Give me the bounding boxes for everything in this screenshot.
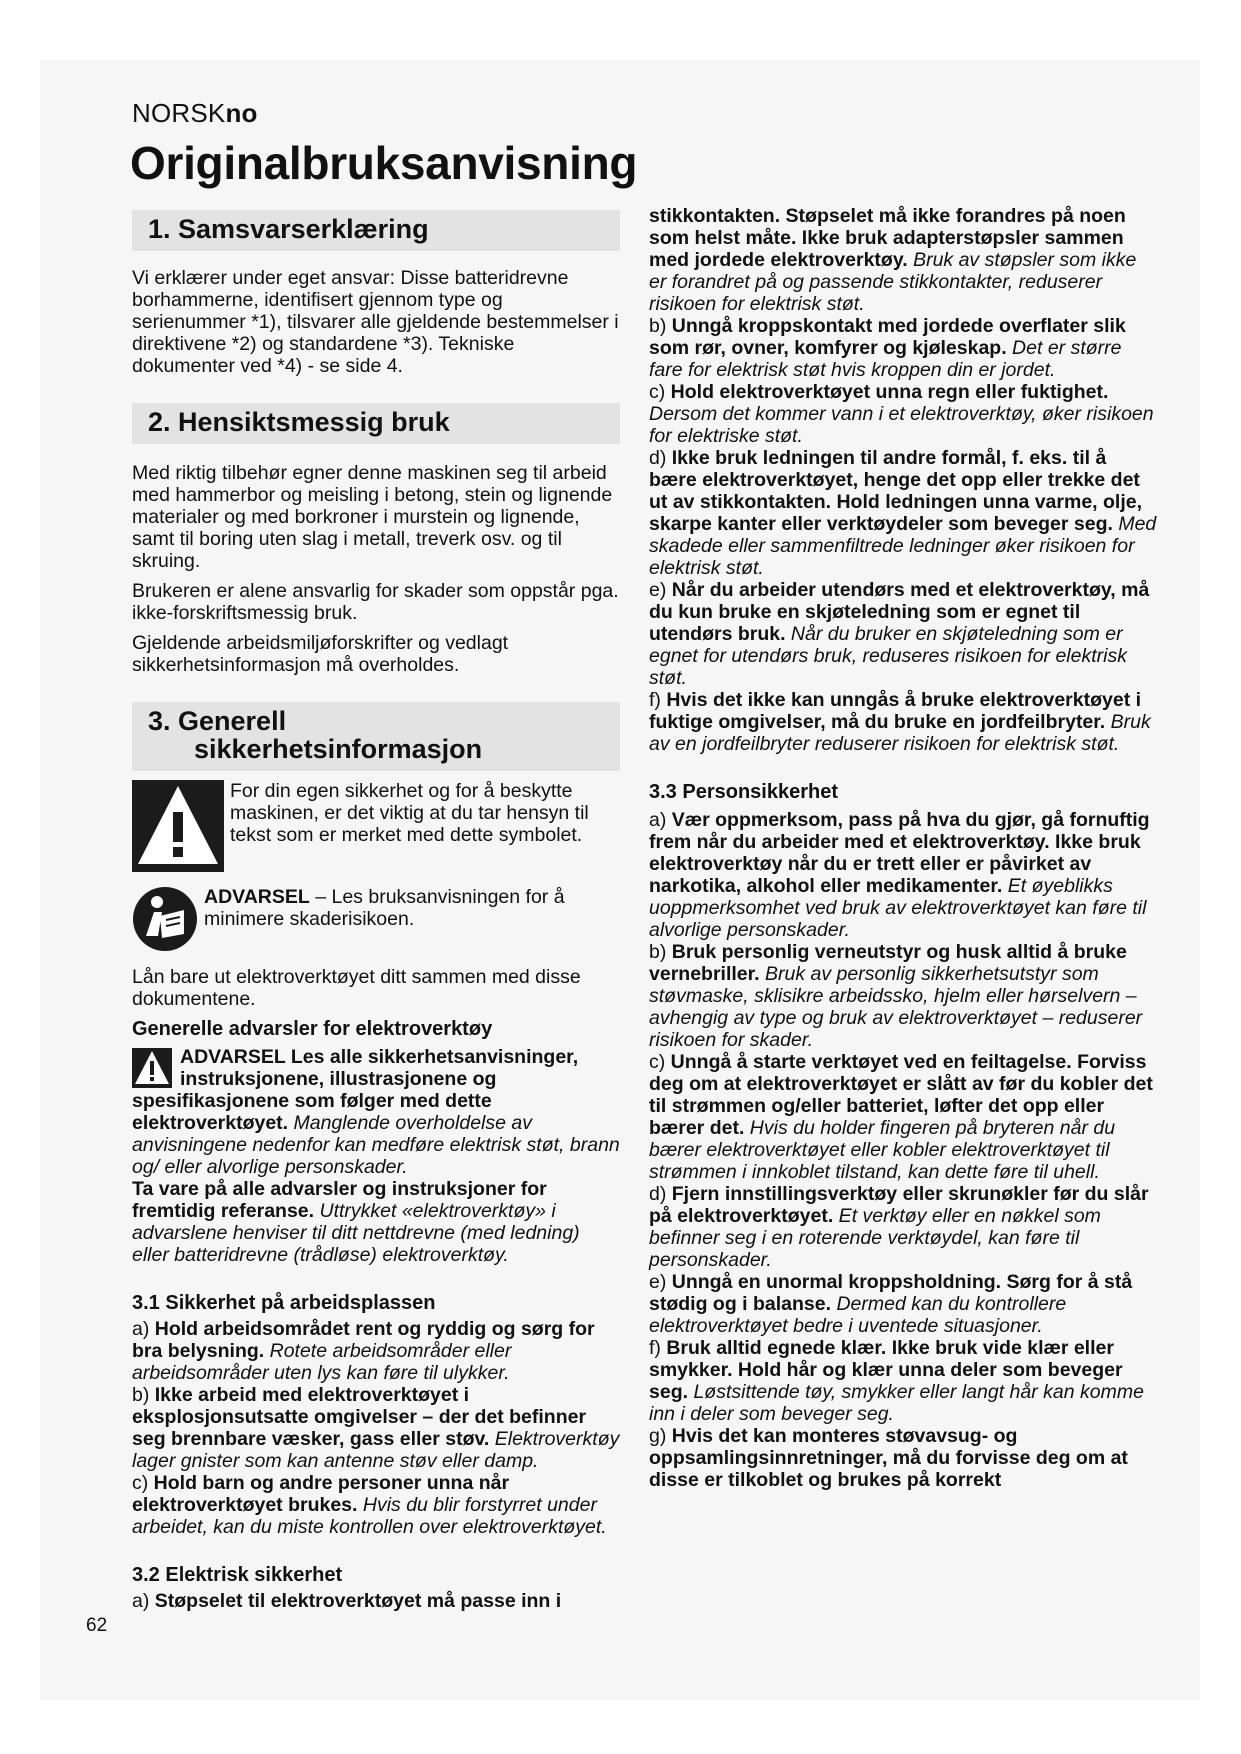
section-3-2-heading: 3.2 Elektrisk sikkerhet [132, 1564, 343, 1586]
section-3-1-heading: 3.1 Sikkerhet på arbeidsplassen [132, 1292, 436, 1314]
item-italic: Et øyeblikks uoppmerksomhet ved bruk av elektroverktøyet kan føre til alvorlige personskader. [649, 875, 1147, 941]
lend-notice: Lån bare ut elektroverktøyet ditt sammen med disse dokumentene. [132, 966, 581, 1010]
item-label: a) [132, 1590, 155, 1612]
general-warning-para [132, 1046, 620, 1178]
s32-item-a-start [132, 1590, 620, 1612]
s33-item [649, 1183, 1157, 1271]
item-italic: Hvis du holder fingeren på bryteren når du bærer elektroverktøyet eller kobler elektroverktøyet til strømmen i innkoblet tilstand, kan dette føre til uhell. [649, 1117, 1116, 1183]
item-label: c) [132, 1472, 154, 1494]
right-column [649, 205, 1157, 1491]
item-italic: Dermed kan du kontrollere elektroverktøyet bedre i uventede situasjoner. [649, 1293, 1067, 1337]
item-label: g) [649, 1425, 672, 1447]
s32-item [649, 315, 1157, 381]
language-code: no [225, 98, 258, 128]
s31-item [132, 1318, 620, 1384]
item-label: c) [649, 1051, 671, 1073]
section-3-3-heading: 3.3 Personsikkerhet [649, 781, 838, 803]
item-italic: Elektroverktøy lager gnister som kan antenne støv eller damp. [132, 1428, 620, 1472]
language-header [132, 98, 258, 129]
item-italic: Når du bruker en skjøteledning som er egnet for utendørs bruk, reduseres risikoen for elektrisk støt. [649, 623, 1127, 689]
item-italic: Bruk av støpsler som ikke er forandret på og passende stikkontakter, reduserer risikoen for elektrisk støt. [649, 249, 1137, 315]
section-2-para-1: Med riktig tilbehør egner denne maskinen seg til arbeid med hammerbor og meisling i betong, stein og lignende materialer og med borkroner i murstein og lignende, samt til boring uten slag i metall, treverk osv. og til skruing. [132, 462, 613, 572]
item-bold: Unngå kroppskontakt med jordede overflater slik som rør, ovner, komfyrer og kjøleskap. [649, 315, 1126, 359]
language-name: NORSK [132, 98, 226, 128]
left-column [132, 210, 620, 1612]
item-label: b) [649, 315, 672, 337]
s33-item [649, 941, 1157, 1051]
s32-item-a-cont [649, 205, 1157, 315]
item-label: f) [649, 689, 667, 711]
item-label: a) [649, 809, 672, 831]
item-italic: Det er større fare for elektrisk støt hvis kroppen din er jordet. [649, 337, 1122, 381]
manual-warning-text [204, 886, 620, 930]
general-warnings-heading: Generelle advarsler for elektroverktøy [132, 1018, 493, 1040]
keep-instructions-bold: Ta vare på alle advarsler og instruksjoner for fremtidig referanse. [132, 1178, 547, 1222]
warning-triangle-small-icon [132, 1048, 172, 1088]
general-warning-bold: ADVARSEL Les alle sikkerhetsanvisninger, instruksjonene, illustrasjonene og spesifikasjonene som følger med dette elektroverktøyet. [132, 1046, 579, 1134]
item-italic: Et verktøy eller en nøkkel som befinner seg i en roterende verktøydel, kan føre til personskader. [649, 1205, 1101, 1271]
item-italic: Dersom det kommer vann i et elektroverktøy, øker risikoen for elektriske støt. [649, 403, 1154, 447]
item-italic: Med skadede eller sammenfiltrede ledninger øker risikoen for elektrisk støt. [649, 513, 1157, 579]
s32-item [649, 689, 1157, 755]
item-bold: Unngå en unormal kroppsholdning. Sørg for å stå stødig og i balanse. [649, 1271, 1133, 1315]
s32-item [649, 579, 1157, 689]
s33-item [649, 1051, 1157, 1183]
item-bold: Ikke arbeid med elektroverktøyet i eksplosjonsutsatte omgivelser – der det befinner seg brennbare væsker, gass eller støv. [132, 1384, 587, 1450]
general-warning-italic: Manglende overholdelse av anvisningene nedenfor kan medføre elektrisk støt, brann og/ eller alvorlige personskader. [132, 1112, 620, 1178]
item-bold: stikkontakten. Støpselet må ikke forandres på noen som helst måte. Ikke bruk adapterstøpsler sammen med jordede elektroverktøy. [649, 205, 1126, 271]
section-2-para-3: Gjeldende arbeidsmiljøforskrifter og vedlagt sikkerhetsinformasjon må overholdes. [132, 632, 509, 676]
item-italic: Løstsittende tøy, smykker eller langt hår kan komme inn i deler som beveger seg. [649, 1381, 1144, 1425]
manual-warning-row [132, 886, 620, 952]
page-title: Originalbruksanvisning [130, 137, 638, 189]
keep-instructions-italic: Uttrykket «elektroverktøy» i advarslene henviser til ditt nettdrevne (med ledning) eller batteridrevne (trådløse) elektroverktøy. [132, 1200, 580, 1266]
s33-item [649, 1337, 1157, 1425]
item-italic: Bruk av personlig sikkerhetsutstyr som støvmaske, sklisikre arbeidssko, hjelm eller hørselvern – avhengig av type og bruk av elektroverktøyet – reduserer risikoen for skader. [649, 963, 1143, 1051]
item-label: b) [649, 941, 672, 963]
item-bold: Bruk personlig verneutstyr og husk alltid å bruke vernebriller. [649, 941, 1127, 985]
item-bold: Hvis det ikke kan unngås å bruke elektroverktøyet i fuktige omgivelser, må du bruke en jordfeilbryter. [649, 689, 1142, 733]
item-label: d) [649, 1183, 672, 1205]
s33-item [649, 809, 1157, 941]
item-italic: Hvis du blir forstyrret under arbeidet, kan du miste kontrollen over elektroverktøyet. [132, 1494, 607, 1538]
section-3-heading-line-2: sikkerhetsinformasjon [194, 734, 483, 764]
section-2-heading: 2. Hensiktsmessig bruk [132, 403, 620, 444]
s32-item [649, 381, 1157, 447]
item-bold: Når du arbeider utendørs med et elektroverktøy, må du kun bruke en skjøteledning som er egnet til utendørs bruk. [649, 579, 1150, 645]
item-label: d) [649, 447, 672, 469]
s31-item [132, 1472, 620, 1538]
item-label: a) [132, 1318, 155, 1340]
section-1-body: Vi erklærer under eget ansvar: Disse batteridrevne borhammerne, identifisert gjennom type og serienummer *1), tilsvarer alle gjeldende bestemmelser i direktivene *2) og standardene *3). Tekniske dokumenter ved *4) - se side 4. [132, 267, 619, 377]
item-label: f) [649, 1337, 667, 1359]
item-bold: Bruk alltid egnede klær. Ikke bruk vide klær eller smykker. Hold hår og klær unna deler som beveger seg. [649, 1337, 1123, 1403]
section-2-para-2: Brukeren er alene ansvarlig for skader som oppstår pga. ikke-forskriftsmessig bruk. [132, 580, 619, 624]
warning-symbol-text: For din egen sikkerhet og for å beskytte maskinen, er det viktig at du tar hensyn til tekst som er merket med dette symbolet. [230, 780, 589, 846]
item-label: b) [132, 1384, 155, 1406]
item-bold: Vær oppmerksom, pass på hva du gjør, gå fornuftig frem når du arbeider med et elektroverktøy. Ikke bruk elektroverktøy når du er trett eller er påvirket av narkotika, alkohol eller medikamenter. [649, 809, 1150, 897]
item-bold: Fjern innstillingsverktøy eller skrunøkler før du slår på elektroverktøyet. [649, 1183, 1149, 1227]
read-manual-icon [132, 886, 198, 952]
warning-triangle-icon [132, 780, 224, 872]
s31-item [132, 1384, 620, 1472]
item-bold: Støpselet til elektroverktøyet må passe inn i [154, 1590, 562, 1612]
item-bold: Unngå å starte verktøyet ved en feiltagelse. Forviss deg om at elektroverktøyet er slått av før du kobler det til strømmen og/eller batteriet, løfter det opp eller bærer det. [649, 1051, 1153, 1139]
item-bold: Ikke bruk ledningen til andre formål, f. eks. til å bære elektroverktøyet, henge det opp eller trekke det ut av stikkontakten. Hold ledningen unna varme, olje, skarpe kanter eller verktøydeler som beveger seg. [649, 447, 1143, 535]
advarsel-text: – Les bruksanvisningen for å minimere skaderisikoen. [204, 886, 565, 930]
item-label: e) [649, 1271, 672, 1293]
warning-symbol-row [132, 780, 620, 872]
s33-item [649, 1271, 1157, 1337]
item-italic: Bruk av en jordfeilbryter reduserer risikoen for elektrisk støt. [649, 711, 1151, 755]
item-bold: Hold arbeidsområdet rent og ryddig og sørg for bra belysning. [132, 1318, 595, 1362]
item-bold: Hold barn og andre personer unna når elektroverktøyet brukes. [132, 1472, 510, 1516]
advarsel-label: ADVARSEL [204, 886, 310, 908]
s32-item [649, 447, 1157, 579]
item-bold: Hvis det kan monteres støvavsug- og oppsamlingsinnretninger, må du forvisse deg om at disse er tilkoblet og brukes på korrekt [649, 1425, 1128, 1491]
section-1-heading: 1. Samsvarserklæring [132, 210, 620, 251]
section-3-heading [132, 702, 620, 771]
page-number: 62 [86, 1615, 108, 1636]
item-label: c) [649, 381, 671, 403]
item-label: e) [649, 579, 672, 601]
s33-item [649, 1425, 1157, 1491]
item-bold: Hold elektroverktøyet unna regn eller fuktighet. [670, 381, 1109, 403]
section-3-heading-line-1: 3. Generell [148, 706, 287, 736]
keep-instructions-para [132, 1178, 620, 1266]
item-italic: Rotete arbeidsområder eller arbeidsområder uten lys kan føre til ulykker. [132, 1340, 512, 1384]
